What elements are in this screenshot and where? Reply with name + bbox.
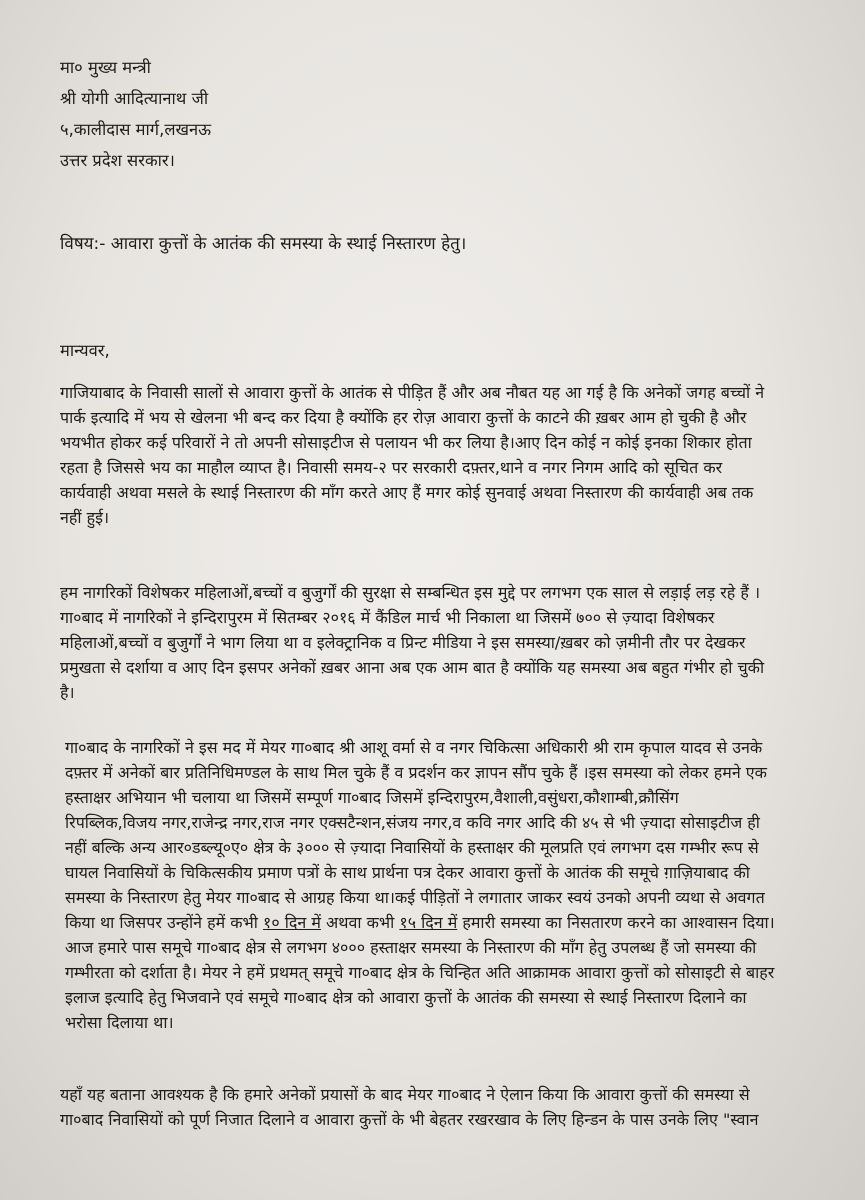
recipient-address [60, 52, 211, 176]
text-line: गा०बाद में नागरिकों ने इन्दिरापुरम में सितम्बर २०१६ में कैंडिल मार्च भी निकाला था जिसमें ७०० से ज़्यादा विशेषकर [60, 608, 715, 627]
text-line: हस्ताक्षर अभियान भी चलाया था जिसमें सम्पूर्ण गा०बाद जिसमें इन्दिरापुरम,वैशाली,वसुंधरा,कौशाम्बी,क्रौसिंग [65, 788, 679, 807]
text-line: यहाँ यह बताना आवश्यक है कि हमारे अनेकों प्रयासों के बाद मेयर गा०बाद ने ऐलान किया कि आवारा कुत्तों की समस्या से [60, 1085, 750, 1104]
text-line: है। [60, 683, 75, 702]
text-line: इलाज इत्यादि हेतु भिजवाने एवं समूचे गा०बाद क्षेत्र को आवारा कुत्तों के आतंक की समस्या से स्थाई निस्तारण दिलाने का [65, 988, 747, 1007]
text-line: नहीं हुई। [60, 508, 110, 527]
salutation: मान्यवर, [60, 341, 110, 360]
address-line: उत्तर प्रदेश सरकार। [60, 151, 175, 170]
address-line: मा० मुख्य मन्त्री [60, 58, 151, 77]
text-segment: अथवा कभी [320, 913, 400, 932]
text-segment: हमारी समस्या का निसतारण करने का आश्वासन दिया। [457, 913, 775, 932]
text-line: कार्यवाही अथवा मसले के स्थाई निस्तारण की माँग करते आए हैं मगर कोई सुनवाई अथवा निस्तारण की कार्यवाही अब तक [60, 483, 754, 502]
subject-line: विषय:- आवारा कुत्तों के आतंक की समस्या के स्थाई निस्तारण हेतु। [60, 234, 467, 254]
paragraph-3 [65, 735, 813, 1035]
text-line: गा०बाद के नागरिकों ने इस मद में मेयर गा०बाद श्री आशू वर्मा से व नगर चिकित्सा अधिकारी श्री राम कृपाल यादव से उनके [65, 738, 763, 757]
address-line: श्री योगी आदित्यानाथ जी [60, 89, 209, 108]
text-segment: किया था जिसपर उन्होंने हमें कभी [65, 913, 264, 932]
paragraph-1 [60, 380, 808, 530]
paragraph-2 [60, 580, 808, 705]
text-line: भरोसा दिलाया था। [65, 1013, 174, 1032]
text-line: हम नागरिकों विशेषकर महिलाओं,बच्चों व बुजुर्गों की सुरक्षा से सम्बन्धित इस मुद्दे पर लगभग एक साल से लड़ाई लड़ रहे हैं । [60, 583, 761, 602]
text-line: घायल निवासियों के चिकित्सकीय प्रमाण पत्रों के साथ प्रार्थना पत्र देकर आवारा कुत्तों के आतंक की समूचे ग़ाज़ियाबाद की [65, 863, 750, 882]
text-line: नहीं बल्कि अन्य आर०डब्ल्यू०ए० क्षेत्र के ३००० से ज़्यादा निवासियों के हस्ताक्षर की मूलप्रति एवं लगभग दस गम्भीर रूप से [65, 838, 759, 857]
text-line: आज हमारे पास समूचे गा०बाद क्षेत्र से लगभग ४००० हस्ताक्षर समस्या के निस्तारण की माँग हेतु उपलब्ध हैं जो समस्या की [65, 938, 757, 957]
text-line: रिपब्लिक,विजय नगर,राजेन्द्र नगर,राज नगर एक्सटैन्शन,संजय नगर,व कवि नगर आदि की ४५ से भी ज़्यादा सोसाइटीज ही [65, 813, 760, 832]
paragraph-4 [60, 1082, 808, 1132]
underlined-text: १५ दिन में [399, 913, 458, 932]
underlined-text: १० दिन में [263, 913, 321, 932]
text-line: महिलाओं,बच्चों व बुजुर्गों ने भाग लिया था व इलेक्ट्रानिक व प्रिन्ट मीडिया ने इस समस्या/ख़बर को ज़मीनी तौर पर देखकर [60, 633, 746, 652]
text-line: प्रमुखता से दर्शाया व आए दिन इसपर अनेकों ख़बर आना अब एक आम बात है क्योंकि यह समस्या अब बहुत गंभीर हो चुकी [60, 658, 765, 677]
text-line: गम्भीरता को दर्शाता है। मेयर ने हमें प्रथमत् समूचे गा०बाद क्षेत्र के चिन्हित अति आक्रामक आवारा कुत्तों को सोसाइटी से बाहर [65, 963, 775, 982]
text-line: गा०बाद निवासियों को पूर्ण निजात दिलाने व आवारा कुत्तों के भी बेहतर रखरखाव के लिए हिन्डन के पास उनके लिए "स्वान [60, 1110, 759, 1129]
text-line: समस्या के निस्तारण हेतु मेयर गा०बाद से आग्रह किया था।कई पीड़ितों ने लगातार जाकर स्वयं उनको अपनी व्यथा से अवगत [65, 888, 765, 907]
text-line: दफ़्तर में अनेकों बार प्रतिनिधिमण्डल के साथ मिल चुके हैं व प्रदर्शन कर ज्ञापन सौंप चुके हैं ।इस समस्या को लेकर हमने एक [65, 763, 767, 782]
address-line: ५,कालीदास मार्ग,लखनऊ [60, 120, 212, 139]
text-line: रहता है जिससे भय का माहौल व्याप्त है। निवासी समय-२ पर सरकारी दफ़्तर,थाने व नगर निगम आदि को सूचित कर [60, 458, 723, 477]
text-line: भयभीत होकर कई परिवारों ने तो अपनी सोसाइटीज से पलायन भी कर लिया है।आए दिन कोई न कोई इनका शिकार होता [60, 433, 752, 452]
text-line: गाजियाबाद के निवासी सालों से आवारा कुत्तों के आतंक से पीड़ित हैं और अब नौबत यह आ गई है कि अनेकों जगह बच्चों ने [60, 383, 765, 402]
text-line-with-underline [65, 910, 813, 935]
text-line: पार्क इत्यादि में भय से खेलना भी बन्द कर दिया है क्योंकि हर रोज़ आवारा कुत्तों के काटने की ख़बर आम हो चुकी है और [60, 408, 747, 427]
